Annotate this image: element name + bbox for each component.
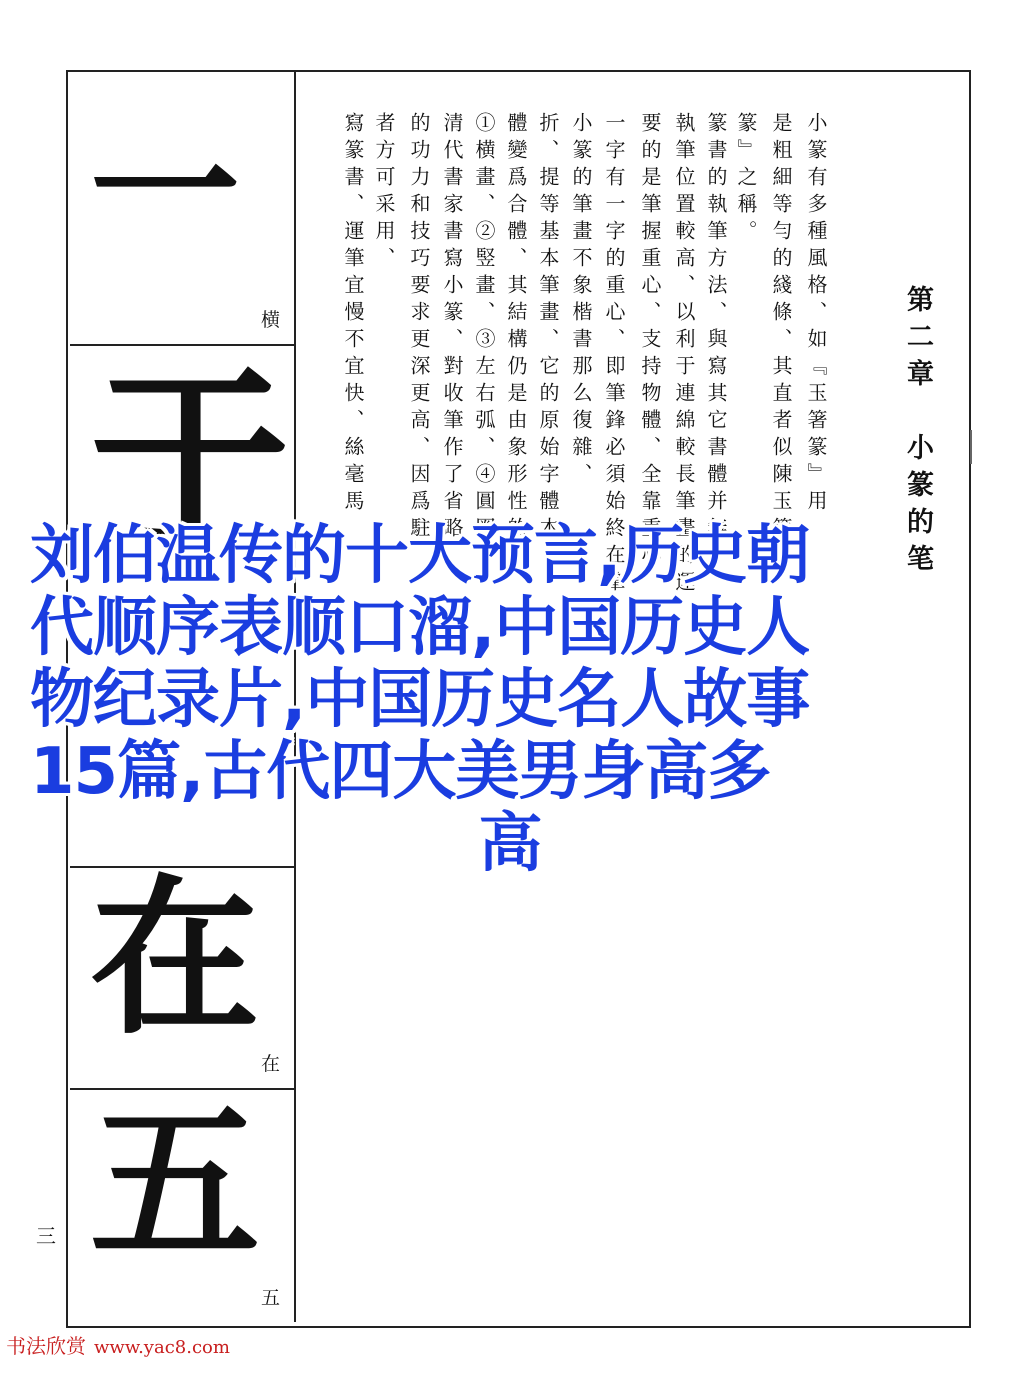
text-column-1: 小篆有多種風格、如『玉箸篆』用	[804, 112, 828, 517]
watermark	[6, 1330, 230, 1359]
big-character: 在	[90, 860, 261, 1058]
text-column-9: 折、提等基本筆畫、它的原始字體本	[536, 112, 560, 544]
title-line: 代顺序表顺口溜,中国历史人	[30, 591, 810, 665]
text-column-7: 一字有一字的重心、即筆鋒必須始終在筆	[602, 112, 626, 598]
cell-label: 五	[260, 1287, 280, 1309]
side-number: 三	[36, 1224, 56, 1248]
margin-rule	[970, 430, 976, 464]
title-line: 高	[478, 807, 542, 881]
title-line: 15篇,古代四大美男身高多	[30, 735, 771, 809]
text-column-11: 體變爲合體、其結構仍是由象形性的	[504, 112, 528, 544]
cell-label: 横	[260, 309, 280, 331]
text-column-15: 寫篆書、運筆宜慢不宜快、絲毫馬	[341, 112, 365, 517]
text-column-2: 是粗細等勻的綫條、其直者似陳玉箸、	[769, 112, 793, 571]
text-column-6: 要的是筆握重心、支持物體、全靠重心、	[638, 112, 662, 598]
title-line: 物纪录片,中国历史名人故事	[30, 663, 810, 737]
char-cell-3	[70, 860, 294, 1090]
chapter-heading: 第二章 小篆的笔	[902, 285, 933, 581]
text-column-4: 執筆位置較高、以利于連綿較長筆畫的運	[672, 112, 696, 598]
text-column-8: 小篆的筆畫不象楷書那么復雜、	[569, 112, 593, 490]
big-character: 一	[90, 106, 241, 280]
title-line: 刘伯温传的十大预言,历史朝	[30, 519, 810, 593]
char-cell-1	[70, 70, 294, 346]
big-character: 于	[90, 349, 291, 582]
text-column-13: 的功力和技巧要求更深更高、因爲駐	[407, 112, 431, 544]
cell-label: 在	[260, 1053, 280, 1075]
char-cell-4	[70, 1086, 294, 1322]
watermark-url: www.yac8.com	[94, 1337, 230, 1358]
watermark-label: 书法欣赏	[6, 1334, 86, 1358]
overlay-title	[30, 520, 990, 880]
text-column-10: ①横畫、②竪畫、③左右弧、④圓圈	[472, 112, 496, 544]
text-column-5: 篆書的執筆方法、與寫其它書體并無	[704, 112, 728, 544]
text-column-3: 篆』之稱。	[734, 112, 758, 247]
big-character: 五	[90, 1086, 261, 1284]
text-column-14: 者方可采用、	[372, 112, 396, 274]
text-column-12: 清代書家書寫小篆、對收筆作了省略	[440, 112, 464, 544]
